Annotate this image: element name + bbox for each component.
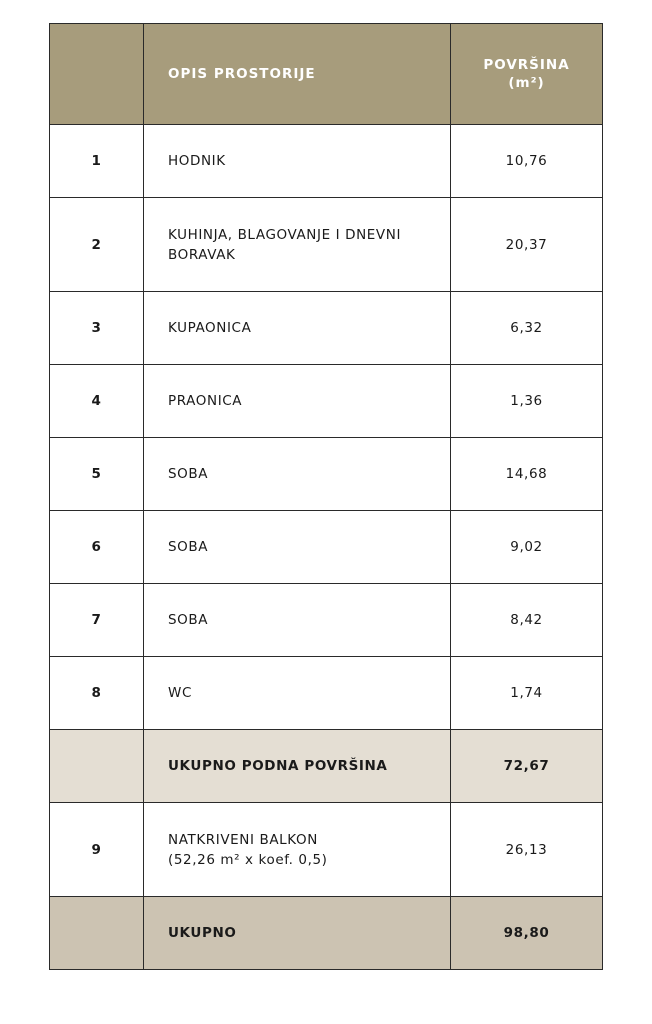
table-row xyxy=(50,198,603,292)
row-number: 6 xyxy=(50,511,144,584)
table-row xyxy=(50,365,603,438)
row-description-line: SOBA xyxy=(168,612,209,628)
row-number: 8 xyxy=(50,657,144,730)
table-row xyxy=(50,125,603,198)
header-description-cell: OPIS PROSTORIJE xyxy=(144,24,451,125)
row-area: 9,02 xyxy=(451,511,603,584)
balcony-description: NATKRIVENI BALKON xyxy=(168,831,318,848)
row-number: 4 xyxy=(50,365,144,438)
header-area-cell xyxy=(451,24,603,125)
row-area: 1,36 xyxy=(451,365,603,438)
row-description xyxy=(144,803,451,897)
row-area: 6,32 xyxy=(451,292,603,365)
subtotal-area: 72,67 xyxy=(451,730,603,803)
row-area: 1,74 xyxy=(451,657,603,730)
subtotal-number xyxy=(50,730,144,803)
total-number xyxy=(50,897,144,970)
row-area: 14,68 xyxy=(451,438,603,511)
table-row xyxy=(50,438,603,511)
table-row xyxy=(50,292,603,365)
row-description-line: WC xyxy=(168,685,192,701)
header-number-cell xyxy=(50,24,144,125)
row-description xyxy=(144,657,451,730)
room-area-table xyxy=(49,23,603,970)
row-area: 10,76 xyxy=(451,125,603,198)
table-row xyxy=(50,584,603,657)
row-description-line: SOBA xyxy=(168,539,209,555)
total-row xyxy=(50,897,603,970)
row-description xyxy=(144,292,451,365)
table-header-row xyxy=(50,24,603,125)
row-number: 2 xyxy=(50,198,144,292)
row-description-line: PRAONICA xyxy=(168,393,243,409)
balcony-coefficient-note: (52,26 m² x koef. 0,5) xyxy=(168,851,328,868)
row-description-line: SOBA xyxy=(168,466,209,482)
row-description-line: HODNIK xyxy=(168,153,226,169)
row-description-line: BORAVAK xyxy=(168,246,236,263)
row-number: 5 xyxy=(50,438,144,511)
row-area: 8,42 xyxy=(451,584,603,657)
table-row xyxy=(50,657,603,730)
header-area-label: POVRŠINA xyxy=(483,57,570,73)
subtotal-row xyxy=(50,730,603,803)
row-description-line: KUPAONICA xyxy=(168,320,252,336)
row-number: 9 xyxy=(50,803,144,897)
row-description-line: KUHINJA, BLAGOVANJE I DNEVNI xyxy=(168,226,402,243)
row-description xyxy=(144,511,451,584)
total-area: 98,80 xyxy=(451,897,603,970)
row-number: 1 xyxy=(50,125,144,198)
balcony-row xyxy=(50,803,603,897)
row-description xyxy=(144,365,451,438)
subtotal-label: UKUPNO PODNA POVRŠINA xyxy=(144,730,451,803)
row-number: 7 xyxy=(50,584,144,657)
table-row xyxy=(50,511,603,584)
row-area: 20,37 xyxy=(451,198,603,292)
row-number: 3 xyxy=(50,292,144,365)
row-description xyxy=(144,198,451,292)
total-label: UKUPNO xyxy=(144,897,451,970)
row-description xyxy=(144,438,451,511)
header-area-unit: (m²) xyxy=(508,75,545,91)
row-area: 26,13 xyxy=(451,803,603,897)
row-description xyxy=(144,125,451,198)
row-description xyxy=(144,584,451,657)
